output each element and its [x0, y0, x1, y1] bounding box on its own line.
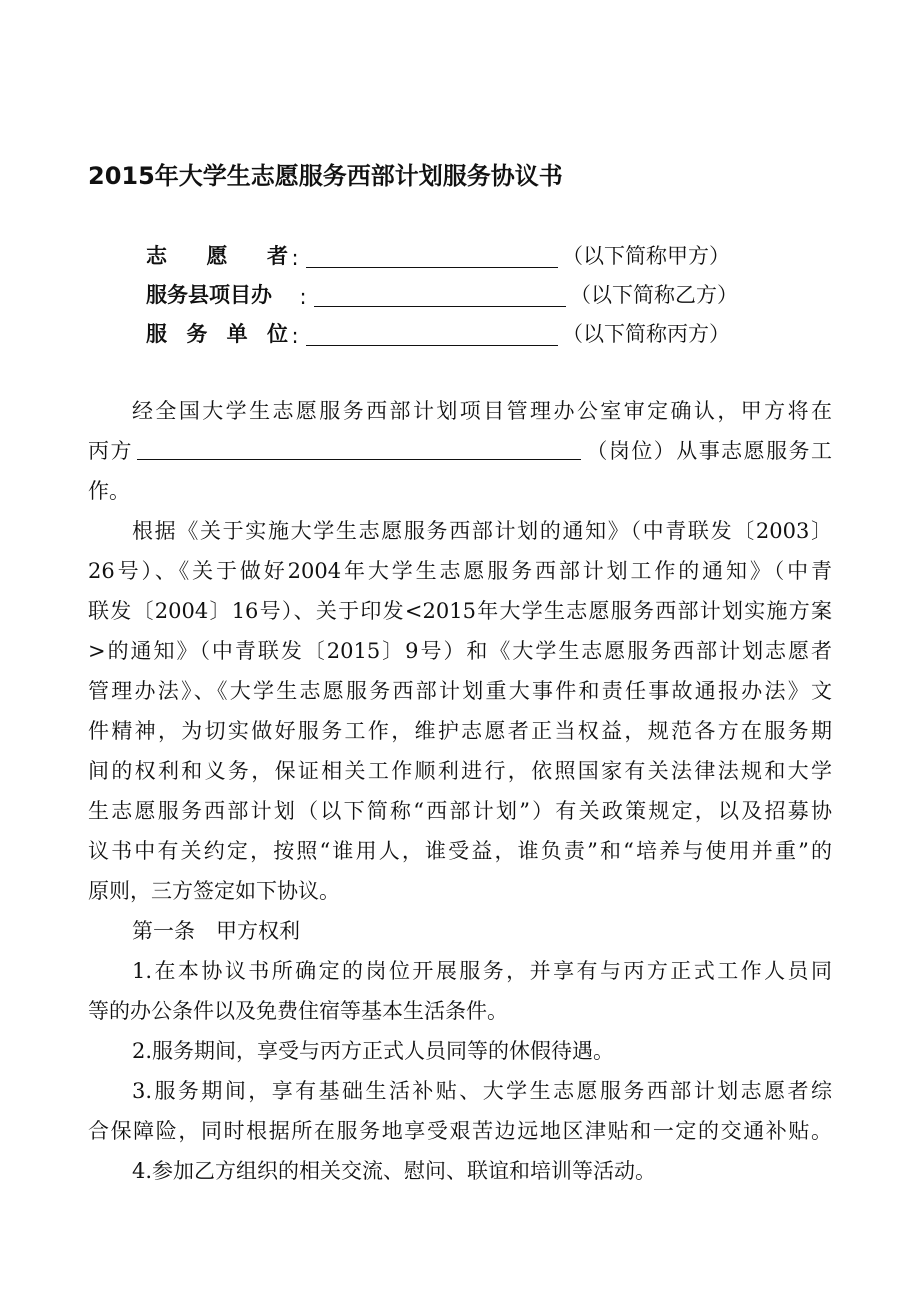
- paragraph-line: 经全国大学生志愿服务西部计划项目管理办公室审定确认，甲方将在: [132, 399, 832, 423]
- party-colon: :: [291, 324, 299, 348]
- party-volunteer-note: （以下简称甲方）: [562, 244, 730, 268]
- paragraph-line: 联发〔2004〕16号）、关于印发<2015年大学生志愿服务西部计划实施方案: [88, 599, 832, 623]
- article-item-line: 3.服务期间，享有基础生活补贴、大学生志愿服务西部计划志愿者综: [132, 1079, 832, 1103]
- body-text: [88, 391, 832, 1191]
- paragraph-line: 作。: [88, 479, 130, 503]
- paragraph-line: >的通知》（中青联发〔2015〕9号）和《大学生志愿服务西部计划志愿者: [88, 639, 832, 663]
- article-item-line: 等的办公条件以及免费住宿等基本生活条件。: [88, 999, 508, 1023]
- paragraph-line: 26号）、《关于做好2004年大学生志愿服务西部计划工作的通知》（中青: [88, 559, 832, 583]
- page-title: 2015年大学生志愿服务西部计划服务协议书: [88, 162, 563, 190]
- paragraph-line: 管理办法》、《大学生志愿服务西部计划重大事件和责任事故通报办法》文: [88, 679, 832, 703]
- party-county-office-blank[interactable]: [314, 280, 566, 307]
- party-service-unit-blank[interactable]: [306, 319, 558, 346]
- party-service-unit-note: （以下简称丙方）: [562, 322, 730, 346]
- paragraph-line: 间的权利和义务，保证相关工作顺利进行，依照国家有关法律法规和大学: [88, 759, 832, 783]
- position-blank[interactable]: [137, 433, 581, 460]
- article-item-line: 2.服务期间，享受与丙方正式人员同等的休假待遇。: [132, 1039, 615, 1063]
- paragraph-line: 生志愿服务西部计划（以下简称“西部计划”）有关政策规定，以及招募协: [88, 799, 832, 823]
- party-county-office-note: （以下简称乙方）: [570, 283, 738, 307]
- article-item-line: 4.参加乙方组织的相关交流、慰问、联谊和培训等活动。: [132, 1159, 657, 1183]
- paragraph-line: 原则，三方签定如下协议。: [88, 879, 340, 903]
- paragraph-line: 议书中有关约定，按照“谁用人，谁受益，谁负责”和“培养与使用并重”的: [88, 839, 832, 863]
- party-service-unit-row: [146, 314, 730, 348]
- party-volunteer-label: 志 愿 者: [146, 244, 288, 268]
- party-service-unit-label: 服 务 单 位: [146, 322, 288, 346]
- paragraph-line: 件精神，为切实做好服务工作，维护志愿者正当权益，规范各方在服务期: [88, 719, 832, 743]
- article-item-line: 1.在本协议书所确定的岗位开展服务，并享有与丙方正式工作人员同: [132, 959, 832, 983]
- party-volunteer-blank[interactable]: [306, 241, 558, 268]
- party-county-office-label: 服务县项目办: [146, 283, 272, 307]
- article-heading: 第一条 甲方权利: [132, 919, 300, 943]
- paragraph-line: 根据《关于实施大学生志愿服务西部计划的通知》（中青联发〔2003〕: [132, 519, 832, 543]
- article-item-line: 合保障险，同时根据所在服务地享受艰苦边远地区津贴和一定的交通补贴。: [88, 1119, 832, 1143]
- paragraph-line: 丙方 （岗位）从事志愿服务工: [88, 431, 832, 471]
- party-colon: :: [299, 285, 307, 309]
- party-volunteer-row: [146, 236, 730, 270]
- party-colon: :: [291, 246, 299, 270]
- party-county-office-row: [146, 275, 738, 309]
